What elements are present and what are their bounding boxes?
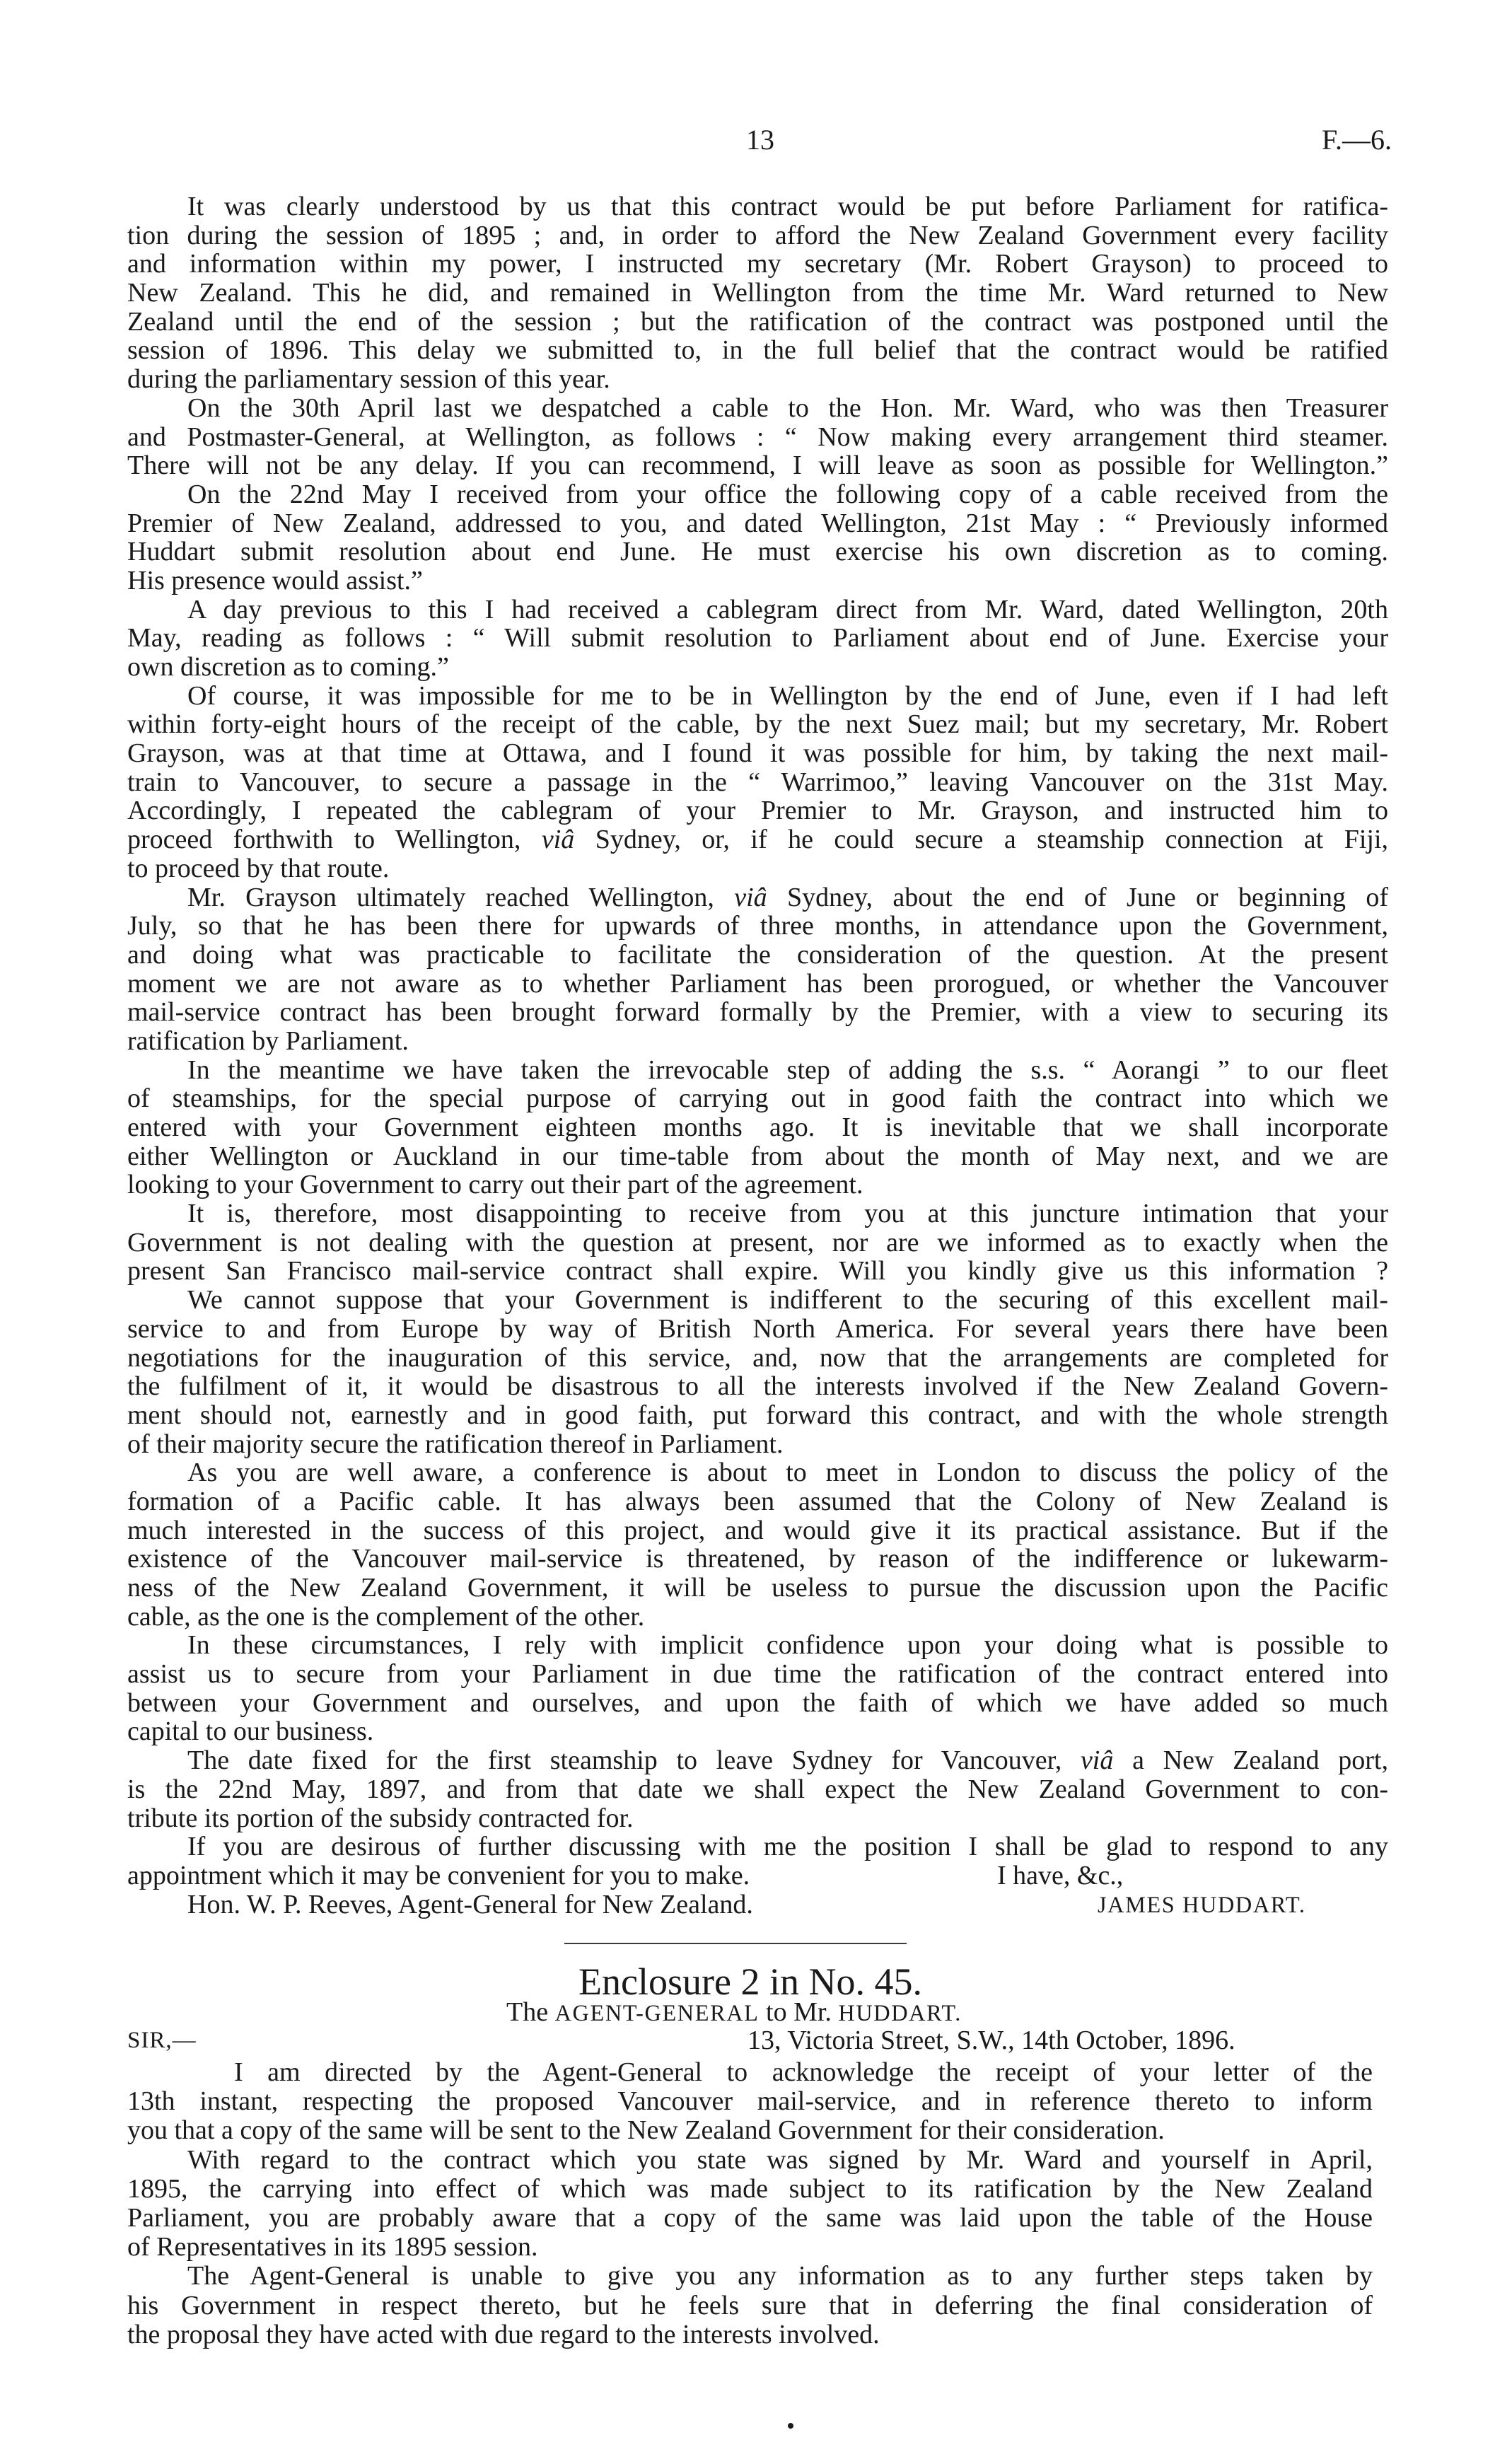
text-line: mail-service contract has been brought forward formally by the Premier, with a view to securing its: [127, 997, 1388, 1028]
text-line: In the meantime we have taken the irrevocable step of adding the s.s. “ Aorangi ” to our fleet: [187, 1054, 1388, 1085]
page-dot: [788, 2423, 793, 2429]
enclosure-body: [127, 2058, 1373, 2349]
italic-word: viâ: [541, 825, 575, 855]
line-segment: The date fixed for the first steamship to leave Sydney for Vancouver,: [187, 1745, 1081, 1776]
text-line: between your Government and ourselves, and upon the faith of which we have added so much: [127, 1687, 1388, 1718]
paragraph: [127, 2058, 1373, 2146]
text-line: looking to your Government to carry out their part of the agreement.: [127, 1170, 863, 1200]
text-line: As you are well aware, a conference is about to meet in London to discuss the policy of the: [187, 1458, 1388, 1488]
text-line: present San Francisco mail-service contract shall expire. Will you kindly give us this information ?: [127, 1256, 1388, 1286]
document-reference: F.—6.: [1321, 124, 1392, 156]
text-line: 13th instant, respecting the proposed Vancouver mail-service, and in reference thereto to inform: [127, 2086, 1373, 2117]
text-line: tribute its portion of the subsidy contracted for.: [127, 1803, 634, 1833]
text-line: The Agent-General is unable to give you any information as to any further steps taken by: [187, 2261, 1373, 2291]
text-line: the fulfilment of it, it would be disastrous to all the interests involved if the New Zealand Govern-: [127, 1371, 1388, 1402]
text-line: and doing what was practicable to facilitate the consideration of the question. At the present: [127, 939, 1388, 970]
text-line: It was clearly understood by us that this contract would be put before Parliament for ratifica-: [187, 192, 1388, 221]
enclosure-title: Enclosure 2 in No. 45.: [578, 1960, 922, 2003]
paragraph: [127, 1056, 1388, 1199]
line-segment: proceed forthwith to Wellington,: [127, 825, 542, 855]
text-line: July, so that he has been there for upwards of three months, in attendance upon the Government,: [127, 911, 1388, 941]
text-line: the proposal they have acted with due regard to the interests involved.: [127, 2319, 880, 2349]
text-line: his Government in respect thereto, but he feels sure that in deferring the final consideration of: [127, 2290, 1373, 2320]
complimentary-close: I have, &c.,: [997, 1860, 1124, 1890]
text-line: moment we are not aware as to whether Parliament has been prorogued, or whether the Vancouver: [127, 968, 1388, 999]
text-line: With regard to the contract which you state was signed by Mr. Ward and yourself in April,: [187, 2144, 1373, 2175]
paragraph: [127, 1746, 1388, 1832]
text-line: to proceed by that route.: [127, 853, 390, 883]
text-line: Huddart submit resolution about end June. He must exercise his own discretion as to coming.: [127, 537, 1388, 567]
subtitle-sender: AGENT-GENERAL: [554, 2000, 760, 2026]
text-line: of their majority secure the ratification thereof in Parliament.: [127, 1429, 784, 1459]
paragraph: [127, 883, 1388, 1056]
text-line: during the parliamentary session of this year.: [127, 364, 610, 395]
paragraph: [127, 192, 1388, 394]
text-line: session of 1896. This delay we submitted to, in the full belief that the contract would be ratified: [127, 335, 1388, 366]
text-line: is the 22nd May, 1897, and from that date we shall expect the New Zealand Government to con-: [127, 1774, 1388, 1804]
text-line: If you are desirous of further discussing with me the position I shall be glad to respond to any: [187, 1832, 1388, 1862]
text-line: negotiations for the inauguration of this service, and, now that the arrangements are completed for: [127, 1342, 1388, 1373]
text-line: Accordingly, I repeated the cablegram of your Premier to Mr. Grayson, and instructed him to: [127, 796, 1388, 826]
line-segment: a New Zealand port,: [1113, 1745, 1388, 1776]
text-line: of Representatives in its 1895 session.: [127, 2232, 538, 2262]
salutation-row: [127, 2026, 1373, 2055]
line-segment: Sydney, or, if he could secure a steamship connection at Fiji,: [574, 825, 1389, 855]
paragraph: [127, 1199, 1388, 1286]
paragraph: [127, 1286, 1388, 1458]
text-line: ness of the New Zealand Government, it will be useless to pursue the discussion upon the Pacific: [127, 1573, 1388, 1603]
text-line: ment should not, earnestly and in good faith, put forward this contract, and with the whole strength: [127, 1400, 1388, 1430]
text-line: 1895, the carrying into effect of which was made subject to its ratification by the New Zealand: [127, 2173, 1373, 2204]
text-line: We cannot suppose that your Government is indifferent to the securing of this excellent mail-: [187, 1285, 1388, 1315]
addressee: Hon. W. P. Reeves, Agent-General for New Zealand.: [187, 1889, 753, 1919]
text-line: much interested in the success of this project, and would give it its practical assistance. But if the: [127, 1515, 1388, 1545]
paragraph: [127, 394, 1388, 480]
paragraph: [127, 1832, 1388, 1890]
paragraph: [127, 682, 1388, 883]
text-line: On the 22nd May I received from your office the following copy of a cable received from the: [187, 479, 1388, 509]
address-date: 13, Victoria Street, S.W., 14th October, 1896.: [748, 2026, 1235, 2055]
paragraph: [127, 1458, 1388, 1631]
text-line: Government is not dealing with the question at present, nor are we informed as to exactly when the: [127, 1227, 1388, 1257]
text-line: Grayson, was at that time at Ottawa, and I found it was possible for him, by taking the next mail-: [127, 738, 1388, 769]
text-line: service to and from Europe by way of British North America. For several years there have been: [127, 1313, 1388, 1344]
text-line: either Wellington or Auckland in our time-table from about the month of May next, and we are: [127, 1141, 1388, 1171]
paragraph: [127, 2262, 1373, 2349]
text-line: I am directed by the Agent-General to acknowledge the receipt of your letter of the: [234, 2057, 1373, 2087]
text-line: A day previous to this I had received a cablegram direct from Mr. Ward, dated Wellington, 20th: [187, 594, 1388, 624]
text-line: In these circumstances, I rely with implicit confidence upon your doing what is possible to: [187, 1630, 1388, 1661]
text-line: There will not be any delay. If you can recommend, I will leave as soon as possible for Wellington.”: [127, 451, 1388, 481]
text-line: train to Vancouver, to secure a passage in the “ Warrimoo,” leaving Vancouver on the 31st May.: [127, 767, 1388, 797]
subtitle-connector: to Mr.: [766, 1997, 832, 2027]
text-line: ratification by Parliament.: [127, 1025, 409, 1056]
text-line: [127, 883, 1388, 912]
text-line: His presence would assist.”: [127, 565, 423, 595]
text-line: existence of the Vancouver mail-service is threatened, by reason of the indifference or lukewarm-: [127, 1544, 1388, 1574]
italic-word: viâ: [734, 882, 767, 912]
letter-body: [127, 192, 1388, 1919]
text-line: Of course, it was impossible for me to be in Wellington by the end of June, even if I had left: [187, 680, 1388, 711]
text-line: Parliament, you are probably aware that a copy of the same was laid upon the table of the House: [127, 2202, 1373, 2233]
addressee-line: [127, 1890, 1388, 1919]
text-line: May, reading as follows : “ Will submit resolution to Parliament about end of June. Exercise your: [127, 623, 1388, 653]
line-segment: Mr. Grayson ultimately reached Wellington,: [187, 882, 735, 912]
text-line: and Postmaster-General, at Wellington, as follows : “ Now making every arrangement third steamer.: [127, 422, 1388, 452]
text-line: It is, therefore, most disappointing to receive from you at this juncture intimation that your: [187, 1199, 1388, 1229]
paragraph: [127, 480, 1388, 595]
text-line: New Zealand. This he did, and remained in Wellington from the time Mr. Ward returned to New: [127, 278, 1388, 308]
text-line: assist us to secure from your Parliament in due time the ratification of the contract entered into: [127, 1659, 1388, 1690]
text-line: entered with your Government eighteen months ago. It is inevitable that we shall incorporate: [127, 1112, 1388, 1142]
text-line: On the 30th April last we despatched a cable to the Hon. Mr. Ward, who was then Treasurer: [187, 393, 1388, 423]
subtitle-recipient: HUDDART.: [838, 2000, 962, 2026]
paragraph: [127, 2146, 1373, 2262]
subtitle-prefix: The: [506, 1997, 549, 2027]
text-line: and information within my power, I instructed my secretary (Mr. Robert Grayson) to proceed to: [127, 249, 1388, 279]
text-line: tion during the session of 1895 ; and, in order to afford the New Zealand Government every facility: [127, 220, 1388, 250]
line-segment: Sydney, about the end of June or beginning of: [767, 882, 1388, 912]
text-line: Premier of New Zealand, addressed to you, and dated Wellington, 21st May : “ Previously informed: [127, 508, 1388, 538]
text-line: you that a copy of the same will be sent to the New Zealand Government for their consideration.: [127, 2115, 1165, 2146]
salutation: SIR,—: [127, 2028, 197, 2053]
text-line: [127, 1746, 1388, 1775]
text-line: [127, 1861, 1388, 1890]
section-divider: [564, 1943, 907, 1944]
text-line: [127, 825, 1388, 854]
text-line: own discretion as to coming.”: [127, 652, 449, 682]
text-line: within forty-eight hours of the receipt of the cable, by the next Suez mail; but my secretary, Mr. Robert: [127, 709, 1388, 740]
signature: JAMES HUDDART.: [1098, 1891, 1306, 1917]
italic-word: viâ: [1080, 1745, 1114, 1776]
paragraph: [127, 595, 1388, 682]
text-line: cable, as the one is the complement of the other.: [127, 1601, 645, 1632]
text-line: capital to our business.: [127, 1716, 374, 1747]
paragraph: [127, 1631, 1388, 1746]
text-line: Zealand until the end of the session ; but the ratification of the contract was postponed until the: [127, 306, 1388, 337]
page-number: 13: [746, 124, 774, 156]
text-line: formation of a Pacific cable. It has always been assumed that the Colony of New Zealand is: [127, 1486, 1388, 1516]
text-line: of steamships, for the special purpose of carrying out in good faith the contract into which we: [127, 1083, 1388, 1114]
line-segment: appointment which it may be convenient for you to make.: [127, 1860, 750, 1890]
